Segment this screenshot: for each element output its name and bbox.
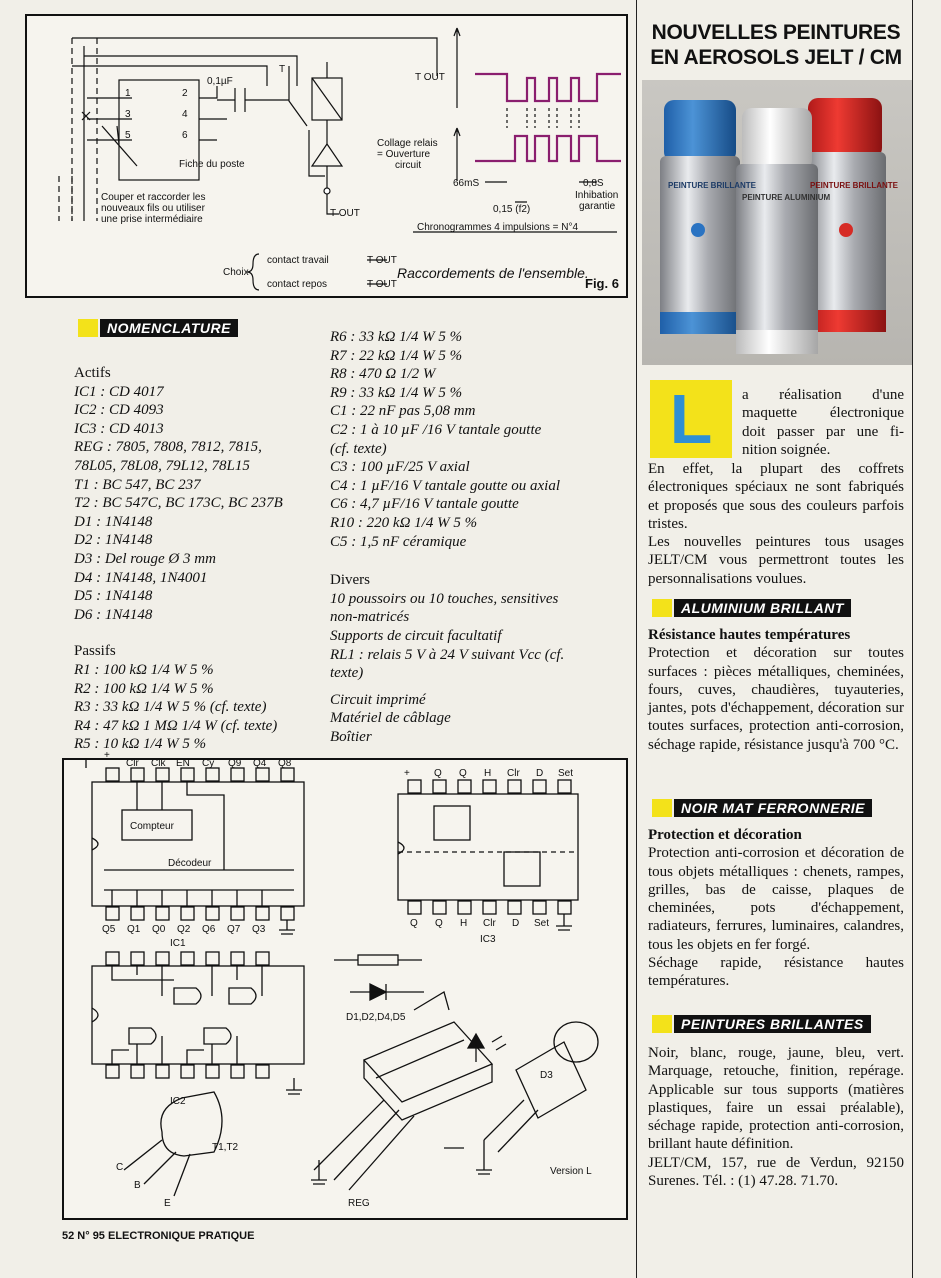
nom-item: C6 : 4,7 µF/16 V tantale goutte — [330, 496, 519, 513]
diodes-label: D1,D2,D4,D5 — [346, 1012, 406, 1023]
ic3-pin-label: D — [536, 768, 544, 779]
ic1-pin-label: Q7 — [227, 924, 241, 935]
divers-heading: Divers — [330, 572, 370, 589]
figure-6-schematic — [27, 16, 626, 296]
collage-line: circuit — [395, 160, 422, 171]
section-body: Séchage rapide, résistance hautes températures. — [648, 955, 904, 990]
section-body: Noir, blanc, rouge, jaune, bleu, vert. Marquage, retouche, finition, repérage. Applicable sur tous supports (matières plastiques, faire un essai préalable), séchage rapide, protection anti-corrosion, brillant haute définition. — [648, 1045, 904, 1153]
nom-item: D1 : 1N4148 — [74, 513, 153, 530]
aerosol-photo — [642, 80, 912, 365]
nom-item: IC2 : CD 4093 — [74, 402, 164, 419]
section-body: Protection anti-corrosion et décoration de tous objets métalliques : chenets, rampes, grilles, bas de caisse, plaques de cheminées, pots d'échappement, radiateurs, ferrures, luminaires, calandres, tous les objets en fer forgé. — [648, 845, 904, 953]
nomenclature-title: NOMENCLATURE — [100, 319, 238, 337]
nomenclature-col-1 — [74, 364, 329, 754]
can-label: PEINTURE ALUMINIUM — [742, 193, 831, 202]
ic3-pin-label: + — [404, 768, 410, 779]
actifs-heading: Actifs — [74, 365, 111, 381]
contact-travail-tout: T OUT — [367, 255, 397, 266]
time-015: 0,15 (f2) — [493, 204, 531, 215]
note-line: une prise intermédiaire — [101, 214, 203, 225]
ic1-pin-label: Q5 — [102, 924, 116, 935]
section-brillantes — [648, 1044, 904, 1190]
inhib-line: Inhibation — [575, 190, 619, 201]
nom-item: T1 : BC 547, BC 237 — [74, 476, 201, 493]
intro-line: doit passer par une fi- — [742, 423, 904, 440]
nom-item: Circuit imprimé — [330, 691, 426, 708]
dropcap-letter: L — [669, 380, 713, 458]
pinout-svg — [64, 750, 626, 1218]
contact-repos-tout: T OUT — [367, 279, 397, 290]
figure-caption: Raccordements de l'ensemble. — [397, 265, 589, 281]
pinout-diagram — [62, 750, 628, 1220]
nom-item: R8 : 470 Ω 1/2 W — [330, 366, 436, 383]
ic1-pin-label: Q8 — [278, 758, 292, 769]
capacitor-label: 0,1µF — [207, 76, 233, 87]
ic3-pin-label: Clr — [483, 918, 496, 929]
intro-paragraph: Les nouvelles peintures tous usages JELT/CM vous permettront toutes les personnalisations voulues. — [648, 534, 904, 587]
ic3-pin-label: D — [512, 918, 520, 929]
nom-item: R9 : 33 kΩ 1/4 W 5 % — [330, 384, 463, 401]
transistor-pin: C — [116, 1162, 124, 1173]
ic1-pin-label: Q4 — [253, 758, 267, 769]
transistor-label: T1,T2 — [212, 1142, 239, 1153]
page-edge-rule — [912, 0, 913, 1278]
intro-body — [648, 460, 904, 588]
ic2-name: IC2 — [170, 1096, 186, 1107]
nomenclature-header — [78, 318, 238, 338]
reg-label: REG — [348, 1198, 370, 1209]
side-title — [642, 20, 910, 70]
page-footer: 52 N° 95 ELECTRONIQUE PRATIQUE — [62, 1230, 255, 1242]
pin-label: 3 — [125, 109, 131, 120]
ic1-pin-label: Q0 — [152, 924, 166, 935]
pin-label: 2 — [182, 88, 188, 99]
nom-item: Matériel de câblage — [330, 710, 451, 727]
can-label: PEINTURE BRILLANTE — [810, 181, 898, 190]
pin-label: 5 — [125, 130, 131, 141]
time-08: 0,8S — [583, 178, 604, 189]
note-line: nouveaux fils ou utiliser — [101, 203, 205, 214]
nom-item: Supports de circuit facultatif — [330, 627, 502, 644]
ic1-pin-label: Q3 — [252, 924, 266, 935]
ic1-pin-label: Clr — [126, 758, 139, 769]
ic3-pin-label: H — [484, 768, 492, 779]
nom-item: C1 : 22 nF pas 5,08 mm — [330, 403, 476, 420]
yellow-square-icon — [652, 1015, 672, 1033]
section-subtitle: Résistance hautes températures — [648, 627, 851, 643]
nom-item: C2 : 1 à 10 µF /16 V tantale goutte — [330, 421, 542, 438]
nom-item: R6 : 33 kΩ 1/4 W 5 % — [330, 329, 463, 345]
section-header-aluminium — [652, 598, 851, 618]
section-header-brillantes — [652, 1014, 871, 1034]
section-body: JELT/CM, 157, rue de Verdun, 92150 Surenes. Tél. : (1) 47.28. 71.70. — [648, 1154, 904, 1190]
nom-item: D2 : 1N4148 — [74, 532, 153, 549]
nom-item: R7 : 22 kΩ 1/4 W 5 % — [330, 347, 463, 364]
ic3-pin-label: Q — [410, 918, 418, 929]
section-title: PEINTURES BRILLANTES — [674, 1015, 871, 1033]
section-body: Protection et décoration sur toutes surfaces : pièces métalliques, cheminées, fours, cuves, chaudières, tuyauteries, jantes, pots d'échappement, décoration sur toutes surfaces, protection anti-corrosion, séchage rapide, résistance jusqu'à 700 °C. — [648, 645, 904, 753]
nom-item: D3 : Del rouge Ø 3 mm — [74, 550, 216, 567]
nom-item: IC1 : CD 4017 — [74, 383, 164, 400]
nom-item: 78L05, 78L08, 79L12, 78L15 — [74, 457, 250, 474]
relay-label: T — [279, 64, 286, 75]
contact-travail: contact travail — [267, 255, 329, 266]
time-66ms: 66mS — [453, 178, 480, 189]
intro-line: nition soignée. — [742, 441, 831, 458]
yellow-square-icon — [652, 799, 672, 817]
intro-paragraph: En effet, la plupart des coffrets électroniques spéciaux ne sont fabriqués et proposés que sous des couleurs parfois tristes. — [648, 461, 904, 532]
nom-item: (cf. texte) — [330, 440, 387, 457]
nom-item: R10 : 220 kΩ 1/4 W 5 % — [330, 514, 478, 531]
timing-tout-label: T OUT — [415, 72, 445, 83]
collage-line: Collage relais — [377, 138, 438, 149]
nom-item: R1 : 100 kΩ 1/4 W 5 % — [74, 661, 214, 678]
nomenclature-col-2 — [330, 328, 630, 746]
ic3-name: IC3 — [480, 934, 496, 945]
nom-item: R2 : 100 kΩ 1/4 W 5 % — [74, 680, 214, 697]
nom-item: IC3 : CD 4013 — [74, 420, 164, 437]
note-line: Couper et raccorder les — [101, 192, 206, 203]
nom-item: texte) — [330, 665, 364, 682]
nom-item: 10 poussoirs ou 10 touches, sensitives — [330, 590, 559, 607]
aerosol-cans-image — [642, 80, 912, 365]
column-rule — [636, 0, 637, 1278]
contact-repos: contact repos — [267, 279, 328, 290]
section-title: ALUMINIUM BRILLANT — [674, 599, 851, 617]
section-noir — [648, 826, 904, 991]
ic3-pin-label: Q — [434, 768, 442, 779]
transistor-pin: E — [164, 1198, 171, 1209]
ic1-pin-label: Q2 — [177, 924, 191, 935]
nom-item: C3 : 100 µF/25 V axial — [330, 459, 470, 476]
ic1-pin-label: + — [104, 750, 110, 761]
passifs-heading: Passifs — [74, 643, 116, 660]
intro-line: a réalisation d'une — [742, 387, 904, 403]
decodeur-label: Décodeur — [168, 858, 212, 869]
nom-item: non-matricés — [330, 609, 410, 626]
ic3-pin-label: Set — [534, 918, 550, 929]
pin-label: 1 — [125, 88, 131, 99]
side-title-line: EN AEROSOLS JELT / CM — [650, 46, 902, 69]
figure-6 — [25, 14, 628, 298]
pin-label: 4 — [182, 109, 188, 120]
collage-line: = Ouverture — [377, 149, 431, 160]
section-title: NOIR MAT FERRONNERIE — [674, 799, 872, 817]
ic3-pin-label: Q — [459, 768, 467, 779]
ic1-pin-label: Cy — [202, 758, 215, 769]
section-header-noir — [652, 798, 872, 818]
nom-item: D4 : 1N4148, 1N4001 — [74, 569, 208, 586]
yellow-square-icon — [78, 319, 98, 337]
dropcap — [650, 380, 732, 458]
choix-label: Choix — [223, 267, 249, 278]
ic1-pin-label: Q9 — [228, 758, 242, 769]
nom-item: R3 : 33 kΩ 1/4 W 5 % (cf. texte) — [74, 699, 267, 716]
tout-label: T OUT — [330, 208, 360, 219]
version-label: Version L — [550, 1166, 592, 1177]
nom-item: REG : 7805, 7808, 7812, 7815, — [74, 439, 262, 456]
ic1-name: IC1 — [170, 938, 186, 949]
nom-item: T2 : BC 547C, BC 173C, BC 237B — [74, 495, 283, 512]
ic1-pin-label: EN — [176, 758, 190, 769]
ic3-pin-label: Set — [558, 768, 574, 779]
section-subtitle: Protection et décoration — [648, 827, 802, 843]
ic1-pin-label: Q1 — [127, 924, 141, 935]
ic3-pin-label: Clr — [507, 768, 520, 779]
nom-item: Boîtier — [330, 728, 372, 745]
section-aluminium — [648, 626, 904, 754]
pin-label: 6 — [182, 130, 188, 141]
intro-first-lines — [742, 386, 904, 459]
ic1-pin-label: Clk — [151, 758, 166, 769]
side-title-line: NOUVELLES PEINTURES — [651, 21, 901, 44]
d3-label: D3 — [540, 1070, 553, 1081]
nom-item: D5 : 1N4148 — [74, 588, 153, 605]
chrono-caption: Chronogrammes 4 impulsions = N°4 — [417, 222, 579, 233]
nom-item: RL1 : relais 5 V à 24 V suivant Vcc (cf. — [330, 646, 565, 663]
transistor-pin: B — [134, 1180, 141, 1191]
nom-item: R4 : 47 kΩ 1 MΩ 1/4 W (cf. texte) — [74, 717, 278, 734]
nom-item: C5 : 1,5 nF céramique — [330, 533, 467, 550]
nom-item: R5 : 10 kΩ 1/4 W 5 % — [74, 736, 207, 753]
figure-number: Fig. 6 — [585, 276, 619, 291]
ic3-pin-label: H — [460, 918, 468, 929]
yellow-square-icon — [652, 599, 672, 617]
ic3-pin-label: Q — [435, 918, 443, 929]
can-label: PEINTURE BRILLANTE — [668, 181, 756, 190]
compteur-label: Compteur — [130, 821, 174, 832]
fiche-label: Fiche du poste — [179, 159, 245, 170]
inhib-line: garantie — [579, 201, 616, 212]
nom-item: D6 : 1N4148 — [74, 606, 153, 623]
nom-item: C4 : 1 µF/16 V tantale goutte ou axial — [330, 477, 561, 494]
ic1-pin-label: Q6 — [202, 924, 216, 935]
intro-line: maquette électronique — [742, 405, 904, 422]
